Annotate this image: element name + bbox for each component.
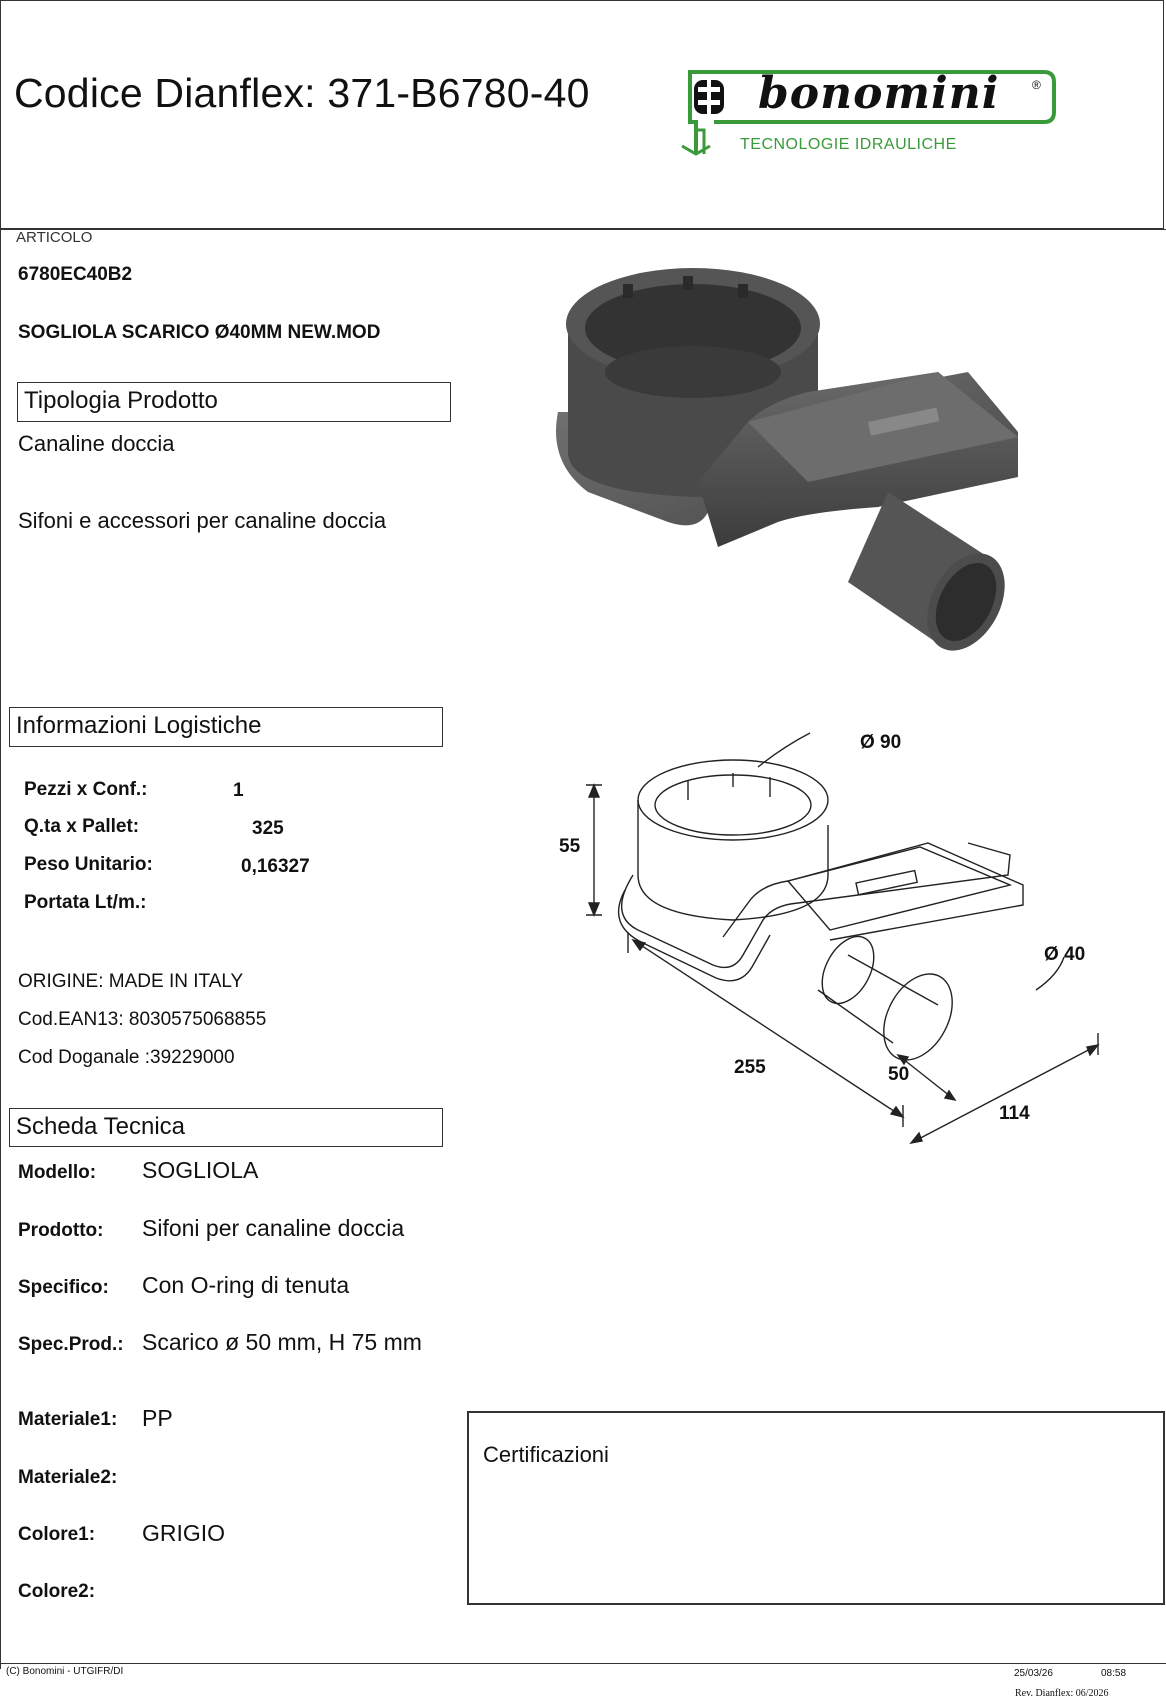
dim-diameter-90: Ø 90 [860,732,902,753]
scheda-key-materiale2: Materiale2: [18,1467,118,1488]
page-title: Codice Dianflex: 371-B6780-40 [14,70,590,116]
logistica-value-pallet: 325 [252,818,284,839]
footer-revision: Rev. Dianflex: 06/2026 [1015,1688,1109,1699]
logistica-key-pezzi: Pezzi x Conf.: [24,779,148,800]
dim-length-50: 50 [888,1064,910,1085]
footer-time: 08:58 [1101,1668,1127,1679]
scheda-header: Scheda Tecnica [9,1108,443,1147]
scheda-value-spec-prod: Scarico ø 50 mm, H 75 mm [142,1329,422,1355]
ean-code: Cod.EAN13: 8030575068855 [18,1009,267,1030]
company-logo [678,64,1056,156]
left-border [0,229,1,1669]
scheda-key-prodotto: Prodotto: [18,1220,104,1241]
scheda-value-materiale1: PP [142,1405,173,1431]
logo-symbol-icon [694,80,724,114]
footer-divider [0,1663,1166,1664]
scheda-key-colore1: Colore1: [18,1524,96,1545]
articolo-description: SOGLIOLA SCARICO Ø40MM NEW.MOD [18,322,381,343]
technical-drawing [548,725,1118,1150]
scheda-value-modello: SOGLIOLA [142,1157,259,1183]
logo-wordmark: bonomini [758,68,1000,119]
scheda-value-specifico: Con O-ring di tenuta [142,1272,350,1298]
origine-text: ORIGINE: MADE IN ITALY [18,971,244,992]
logistica-header: Informazioni Logistiche [9,707,443,747]
certificazioni-box [467,1411,1165,1605]
header-divider [0,229,1166,230]
logistica-key-portata: Portata Lt/m.: [24,892,147,913]
logo-tagline: TECNOLOGIE IDRAULICHE [740,136,957,153]
articolo-label: ARTICOLO [16,229,93,246]
footer-copyright: (C) Bonomini - UTGIFR/DI [6,1666,124,1677]
logistica-key-pallet: Q.ta x Pallet: [24,816,140,837]
scheda-value-prodotto: Sifoni per canaline doccia [142,1215,405,1241]
footer-date: 25/03/26 [1014,1668,1053,1679]
scheda-key-spec-prod: Spec.Prod.: [18,1334,124,1355]
logistica-key-peso: Peso Unitario: [24,854,153,875]
tipologia-header: Tipologia Prodotto [17,382,451,422]
scheda-key-modello: Modello: [18,1162,97,1183]
scheda-key-specifico: Specifico: [18,1277,109,1298]
logo-registered: ® [1032,78,1041,92]
tipologia-line2: Sifoni e accessori per canaline doccia [18,508,387,533]
logistica-value-pezzi: 1 [233,780,244,801]
tipologia-line1: Canaline doccia [18,431,175,456]
scheda-key-materiale1: Materiale1: [18,1409,118,1430]
product-image [548,262,1098,698]
dim-length-255: 255 [734,1057,766,1078]
dim-diameter-40: Ø 40 [1044,944,1086,965]
scheda-value-colore1: GRIGIO [142,1520,226,1546]
dim-height-55: 55 [559,836,581,857]
logistica-value-peso: 0,16327 [241,856,310,877]
dim-width-114: 114 [999,1103,1030,1124]
articolo-code: 6780EC40B2 [18,264,133,285]
certificazioni-header: Certificazioni [483,1442,609,1467]
scheda-key-colore2: Colore2: [18,1581,96,1602]
doganale-code: Cod Doganale :39229000 [18,1047,235,1068]
